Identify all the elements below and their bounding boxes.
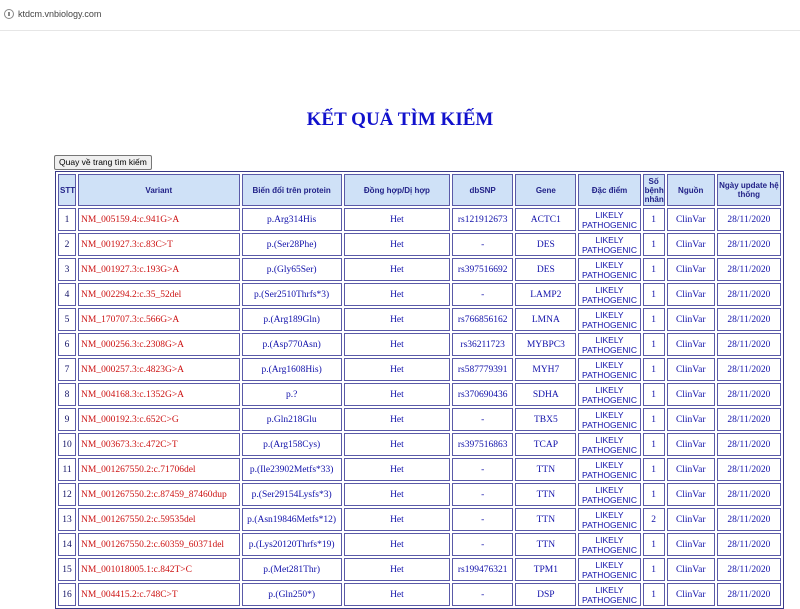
dbsnp-cell: rs766856162 <box>452 308 513 331</box>
header-dbsnp: dbSNP <box>452 174 513 206</box>
updated-cell: 28/11/2020 <box>717 258 781 281</box>
header-patients: Số bệnh nhân <box>643 174 665 206</box>
variant-cell: NM_001267550.2:c.60359_60371del <box>78 533 239 556</box>
significance-cell: LIKELY PATHOGENIC <box>578 558 640 581</box>
updated-cell: 28/11/2020 <box>717 358 781 381</box>
dbsnp-cell: - <box>452 408 513 431</box>
dbsnp-cell: - <box>452 483 513 506</box>
stt-cell: 6 <box>58 333 76 356</box>
dbsnp-cell: rs36211723 <box>452 333 513 356</box>
gene-cell: ACTC1 <box>515 208 576 231</box>
gene-cell: LAMP2 <box>515 283 576 306</box>
updated-cell: 28/11/2020 <box>717 558 781 581</box>
stt-cell: 1 <box>58 208 76 231</box>
variant-cell: NM_000257.3:c.4823G>A <box>78 358 239 381</box>
zygosity-cell: Het <box>344 283 450 306</box>
variant-cell: NM_004415.2:c.748C>T <box>78 583 239 606</box>
header-gene: Gene <box>515 174 576 206</box>
results-body <box>58 208 781 606</box>
protein-cell: p.(Arg1608His) <box>242 358 342 381</box>
stt-cell: 4 <box>58 283 76 306</box>
gene-cell: TPM1 <box>515 558 576 581</box>
significance-cell: LIKELY PATHOGENIC <box>578 358 640 381</box>
updated-cell: 28/11/2020 <box>717 233 781 256</box>
significance-cell: LIKELY PATHOGENIC <box>578 258 640 281</box>
dbsnp-cell: rs121912673 <box>452 208 513 231</box>
table-row <box>58 333 781 356</box>
zygosity-cell: Het <box>344 408 450 431</box>
significance-cell: LIKELY PATHOGENIC <box>578 308 640 331</box>
gene-cell: DSP <box>515 583 576 606</box>
zygosity-cell: Het <box>344 333 450 356</box>
gene-cell: DES <box>515 233 576 256</box>
updated-cell: 28/11/2020 <box>717 433 781 456</box>
patients-cell: 1 <box>643 583 665 606</box>
stt-cell: 7 <box>58 358 76 381</box>
significance-cell: LIKELY PATHOGENIC <box>578 283 640 306</box>
zygosity-cell: Het <box>344 383 450 406</box>
source-cell: ClinVar <box>667 433 715 456</box>
zygosity-cell: Het <box>344 458 450 481</box>
zygosity-cell: Het <box>344 483 450 506</box>
header-stt: STT <box>58 174 76 206</box>
header-protein: Biến đổi trên protein <box>242 174 342 206</box>
table-row <box>58 383 781 406</box>
source-cell: ClinVar <box>667 483 715 506</box>
zygosity-cell: Het <box>344 508 450 531</box>
stt-cell: 12 <box>58 483 76 506</box>
protein-cell: p.(Asp770Asn) <box>242 333 342 356</box>
variant-cell: NM_001267550.2:c.71706del <box>78 458 239 481</box>
updated-cell: 28/11/2020 <box>717 208 781 231</box>
dbsnp-cell: rs199476321 <box>452 558 513 581</box>
stt-cell: 11 <box>58 458 76 481</box>
protein-cell: p.? <box>242 383 342 406</box>
patients-cell: 1 <box>643 383 665 406</box>
table-row <box>58 258 781 281</box>
table-header-row <box>58 174 781 206</box>
header-updated: Ngày update hệ thống <box>717 174 781 206</box>
significance-cell: LIKELY PATHOGENIC <box>578 508 640 531</box>
dbsnp-cell: - <box>452 533 513 556</box>
patients-cell: 1 <box>643 358 665 381</box>
variant-cell: NM_001267550.2:c.87459_87460dup <box>78 483 239 506</box>
dbsnp-cell: rs370690436 <box>452 383 513 406</box>
source-cell: ClinVar <box>667 508 715 531</box>
table-row <box>58 533 781 556</box>
significance-cell: LIKELY PATHOGENIC <box>578 483 640 506</box>
zygosity-cell: Het <box>344 258 450 281</box>
variant-cell: NM_004168.3:c.1352G>A <box>78 383 239 406</box>
source-cell: ClinVar <box>667 533 715 556</box>
gene-cell: TTN <box>515 483 576 506</box>
patients-cell: 1 <box>643 258 665 281</box>
dbsnp-cell: rs587779391 <box>452 358 513 381</box>
updated-cell: 28/11/2020 <box>717 458 781 481</box>
source-cell: ClinVar <box>667 283 715 306</box>
stt-cell: 10 <box>58 433 76 456</box>
table-row <box>58 283 781 306</box>
patients-cell: 1 <box>643 283 665 306</box>
source-cell: ClinVar <box>667 458 715 481</box>
variant-cell: NM_005159.4:c.941G>A <box>78 208 239 231</box>
header-zygosity: Đồng hợp/Dị hợp <box>344 174 450 206</box>
significance-cell: LIKELY PATHOGENIC <box>578 383 640 406</box>
updated-cell: 28/11/2020 <box>717 583 781 606</box>
table-row <box>58 208 781 231</box>
patients-cell: 1 <box>643 533 665 556</box>
zygosity-cell: Het <box>344 233 450 256</box>
updated-cell: 28/11/2020 <box>717 283 781 306</box>
source-cell: ClinVar <box>667 308 715 331</box>
source-cell: ClinVar <box>667 558 715 581</box>
patients-cell: 1 <box>643 408 665 431</box>
stt-cell: 3 <box>58 258 76 281</box>
zygosity-cell: Het <box>344 208 450 231</box>
significance-cell: LIKELY PATHOGENIC <box>578 333 640 356</box>
patients-cell: 1 <box>643 558 665 581</box>
gene-cell: TBX5 <box>515 408 576 431</box>
gene-cell: SDHA <box>515 383 576 406</box>
zygosity-cell: Het <box>344 308 450 331</box>
protein-cell: p.(Gly65Ser) <box>242 258 342 281</box>
variant-cell: NM_003673.3:c.472C>T <box>78 433 239 456</box>
variant-cell: NM_001927.3:c.193G>A <box>78 258 239 281</box>
significance-cell: LIKELY PATHOGENIC <box>578 233 640 256</box>
significance-cell: LIKELY PATHOGENIC <box>578 433 640 456</box>
significance-cell: LIKELY PATHOGENIC <box>578 408 640 431</box>
updated-cell: 28/11/2020 <box>717 533 781 556</box>
table-row <box>58 408 781 431</box>
zygosity-cell: Het <box>344 583 450 606</box>
table-row <box>58 508 781 531</box>
variant-cell: NM_000256.3:c.2308G>A <box>78 333 239 356</box>
header-significance: Đặc điểm <box>578 174 640 206</box>
gene-cell: TTN <box>515 508 576 531</box>
variant-cell: NM_002294.2:c.35_52del <box>78 283 239 306</box>
patients-cell: 1 <box>643 483 665 506</box>
significance-cell: LIKELY PATHOGENIC <box>578 458 640 481</box>
protein-cell: p.(Ile23902Metfs*33) <box>242 458 342 481</box>
protein-cell: p.(Asn19846Metfs*12) <box>242 508 342 531</box>
table-row <box>58 433 781 456</box>
gene-cell: MYH7 <box>515 358 576 381</box>
header-variant: Variant <box>78 174 239 206</box>
patients-cell: 1 <box>643 308 665 331</box>
protein-cell: p.Arg314His <box>242 208 342 231</box>
variant-cell: NM_170707.3:c.566G>A <box>78 308 239 331</box>
updated-cell: 28/11/2020 <box>717 483 781 506</box>
dbsnp-cell: - <box>452 233 513 256</box>
dbsnp-cell: - <box>452 283 513 306</box>
variant-cell: NM_000192.3:c.652C>G <box>78 408 239 431</box>
address-bar[interactable] <box>0 0 800 31</box>
gene-cell: DES <box>515 258 576 281</box>
updated-cell: 28/11/2020 <box>717 383 781 406</box>
site-info-icon[interactable] <box>4 9 14 19</box>
significance-cell: LIKELY PATHOGENIC <box>578 208 640 231</box>
source-cell: ClinVar <box>667 258 715 281</box>
header-source: Nguồn <box>667 174 715 206</box>
address-url[interactable]: ktdcm.vnbiology.com <box>18 9 102 19</box>
gene-cell: LMNA <box>515 308 576 331</box>
table-row <box>58 483 781 506</box>
table-row <box>58 583 781 606</box>
table-row <box>58 458 781 481</box>
variant-cell: NM_001267550.2:c.59535del <box>78 508 239 531</box>
source-cell: ClinVar <box>667 333 715 356</box>
dbsnp-cell: - <box>452 583 513 606</box>
page-title: KẾT QUẢ TÌM KIẾM <box>306 109 494 130</box>
zygosity-cell: Het <box>344 358 450 381</box>
source-cell: ClinVar <box>667 383 715 406</box>
protein-cell: p.(Ser29154Lysfs*3) <box>242 483 342 506</box>
source-cell: ClinVar <box>667 408 715 431</box>
variant-cell: NM_001927.3:c.83C>T <box>78 233 239 256</box>
stt-cell: 5 <box>58 308 76 331</box>
variant-cell: NM_001018005.1:c.842T>C <box>78 558 239 581</box>
gene-cell: TTN <box>515 458 576 481</box>
updated-cell: 28/11/2020 <box>717 333 781 356</box>
patients-cell: 1 <box>643 433 665 456</box>
protein-cell: p.(Ser2510Thrfs*3) <box>242 283 342 306</box>
updated-cell: 28/11/2020 <box>717 408 781 431</box>
dbsnp-cell: rs397516692 <box>452 258 513 281</box>
protein-cell: p.Gln218Glu <box>242 408 342 431</box>
patients-cell: 1 <box>643 333 665 356</box>
protein-cell: p.(Met281Thr) <box>242 558 342 581</box>
source-cell: ClinVar <box>667 208 715 231</box>
source-cell: ClinVar <box>667 358 715 381</box>
protein-cell: p.(Arg158Cys) <box>242 433 342 456</box>
significance-cell: LIKELY PATHOGENIC <box>578 583 640 606</box>
gene-cell: MYBPC3 <box>515 333 576 356</box>
table-row <box>58 308 781 331</box>
stt-cell: 14 <box>58 533 76 556</box>
stt-cell: 15 <box>58 558 76 581</box>
stt-cell: 16 <box>58 583 76 606</box>
updated-cell: 28/11/2020 <box>717 308 781 331</box>
dbsnp-cell: - <box>452 508 513 531</box>
protein-cell: p.(Arg189Gln) <box>242 308 342 331</box>
stt-cell: 2 <box>58 233 76 256</box>
updated-cell: 28/11/2020 <box>717 508 781 531</box>
table-row <box>58 358 781 381</box>
patients-cell: 1 <box>643 233 665 256</box>
protein-cell: p.(Ser28Phe) <box>242 233 342 256</box>
protein-cell: p.(Gln250*) <box>242 583 342 606</box>
patients-cell: 1 <box>643 208 665 231</box>
gene-cell: TCAP <box>515 433 576 456</box>
source-cell: ClinVar <box>667 583 715 606</box>
stt-cell: 9 <box>58 408 76 431</box>
zygosity-cell: Het <box>344 558 450 581</box>
table-row <box>58 233 781 256</box>
stt-cell: 13 <box>58 508 76 531</box>
patients-cell: 2 <box>643 508 665 531</box>
zygosity-cell: Het <box>344 433 450 456</box>
dbsnp-cell: - <box>452 458 513 481</box>
stt-cell: 8 <box>58 383 76 406</box>
table-row <box>58 558 781 581</box>
protein-cell: p.(Lys20120Thrfs*19) <box>242 533 342 556</box>
patients-cell: 1 <box>643 458 665 481</box>
gene-cell: TTN <box>515 533 576 556</box>
source-cell: ClinVar <box>667 233 715 256</box>
zygosity-cell: Het <box>344 533 450 556</box>
back-to-search-button[interactable]: Quay về trang tìm kiếm <box>54 155 152 170</box>
results-table <box>55 171 784 609</box>
dbsnp-cell: rs397516863 <box>452 433 513 456</box>
significance-cell: LIKELY PATHOGENIC <box>578 533 640 556</box>
